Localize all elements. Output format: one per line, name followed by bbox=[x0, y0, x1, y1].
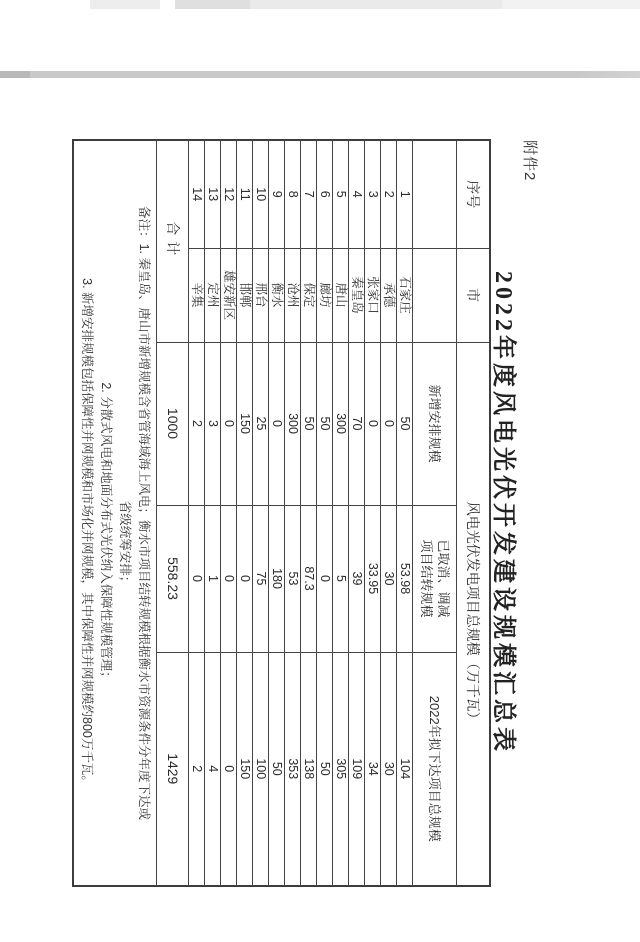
cell-cancelled: 180 bbox=[269, 505, 285, 652]
cell-index: 10 bbox=[253, 140, 269, 248]
cell-new-scale: 300 bbox=[285, 342, 301, 505]
total-new-scale: 1000 bbox=[157, 342, 189, 505]
cell-2022-total: 150 bbox=[237, 652, 253, 886]
cell-city: 邯郸 bbox=[237, 248, 253, 342]
cell-2022-total: 50 bbox=[269, 652, 285, 886]
rotated-document-sheet bbox=[55, 138, 545, 888]
note-line: 备注：1. 秦皇岛、唐山市新增规模含省管海域海上风电；衡水市项目结转规模根据衡水市资源条件分年度下达或 bbox=[137, 206, 152, 820]
header-2022-total: 2022年拟下达项目总规模 bbox=[413, 652, 457, 886]
cell-new-scale: 2 bbox=[189, 342, 205, 505]
note-line: 2. 分散式风电和地面分布式光伏纳入保障性规模管理； bbox=[99, 382, 114, 684]
cell-city: 定州 bbox=[205, 248, 221, 342]
header-cancelled-line2: 项目结转规模 bbox=[419, 539, 434, 618]
table-row bbox=[237, 140, 253, 886]
table-row bbox=[365, 140, 381, 886]
cell-index: 1 bbox=[397, 140, 413, 248]
total-cancelled: 558.23 bbox=[157, 505, 189, 652]
cell-cancelled: 33.95 bbox=[365, 505, 381, 652]
cell-2022-total: 50 bbox=[317, 652, 333, 886]
cell-city: 张家口 bbox=[365, 248, 381, 342]
cell-cancelled: 39 bbox=[349, 505, 365, 652]
cell-index: 13 bbox=[205, 140, 221, 248]
cell-cancelled: 0 bbox=[189, 505, 205, 652]
note-line: 3. 新增安排规模包括保障性并网规模和市场化并网规模，其中保障性并网规模约800万千瓦。 bbox=[80, 278, 95, 788]
cell-index: 14 bbox=[189, 140, 205, 248]
table-row bbox=[349, 140, 365, 886]
note-line: 省级统筹安排； bbox=[118, 500, 133, 589]
summary-table bbox=[72, 139, 491, 887]
cell-new-scale: 50 bbox=[317, 342, 333, 505]
cell-2022-total: 353 bbox=[285, 652, 301, 886]
cell-new-scale: 0 bbox=[269, 342, 285, 505]
cell-2022-total: 104 bbox=[397, 652, 413, 886]
cell-index: 4 bbox=[349, 140, 365, 248]
photo-top-edge-artifact bbox=[90, 0, 640, 9]
cell-cancelled: 75 bbox=[253, 505, 269, 652]
header-cancelled-carryover bbox=[413, 505, 457, 652]
notes-cell bbox=[73, 140, 157, 886]
cell-city: 廊坊 bbox=[317, 248, 333, 342]
cell-2022-total: 138 bbox=[301, 652, 317, 886]
cell-index: 6 bbox=[317, 140, 333, 248]
cell-city: 秦皇岛 bbox=[349, 248, 365, 342]
cell-city: 邢台 bbox=[253, 248, 269, 342]
cell-city: 辛集 bbox=[189, 248, 205, 342]
header-index: 序号 bbox=[457, 140, 490, 248]
table-row bbox=[301, 140, 317, 886]
cell-2022-total: 305 bbox=[333, 652, 349, 886]
attachment-label: 附件2 bbox=[521, 140, 538, 182]
table-row bbox=[189, 140, 205, 886]
table-row bbox=[253, 140, 269, 886]
cell-index: 5 bbox=[333, 140, 349, 248]
table-row bbox=[397, 140, 413, 886]
cell-new-scale: 0 bbox=[381, 342, 397, 505]
cell-cancelled: 5 bbox=[333, 505, 349, 652]
cell-new-scale: 50 bbox=[301, 342, 317, 505]
cell-new-scale: 70 bbox=[349, 342, 365, 505]
cell-2022-total: 4 bbox=[205, 652, 221, 886]
table-row bbox=[317, 140, 333, 886]
cell-index: 11 bbox=[237, 140, 253, 248]
cell-2022-total: 100 bbox=[253, 652, 269, 886]
cell-city: 雄安新区 bbox=[221, 248, 237, 342]
header-index-empty bbox=[413, 140, 457, 248]
cell-city: 石家庄 bbox=[397, 248, 413, 342]
table-row bbox=[381, 140, 397, 886]
cell-new-scale: 0 bbox=[365, 342, 381, 505]
total-label: 合计 bbox=[157, 140, 189, 342]
cell-index: 7 bbox=[301, 140, 317, 248]
cell-city: 唐山 bbox=[333, 248, 349, 342]
cell-2022-total: 30 bbox=[381, 652, 397, 886]
table-row bbox=[333, 140, 349, 886]
cell-index: 2 bbox=[381, 140, 397, 248]
table-header-row-1 bbox=[457, 140, 490, 886]
header-group: 风电光伏发电项目总规模（万千瓦） bbox=[457, 342, 490, 886]
total-2022: 1429 bbox=[157, 652, 189, 886]
cell-cancelled: 1 bbox=[205, 505, 221, 652]
cell-cancelled: 53.98 bbox=[397, 505, 413, 652]
cell-new-scale: 300 bbox=[333, 342, 349, 505]
cell-new-scale: 150 bbox=[237, 342, 253, 505]
table-notes-row bbox=[73, 140, 157, 886]
header-city-empty bbox=[413, 248, 457, 342]
cell-cancelled: 53 bbox=[285, 505, 301, 652]
cell-city: 保定 bbox=[301, 248, 317, 342]
photo-grey-bar-artifact bbox=[0, 71, 640, 78]
table-row bbox=[285, 140, 301, 886]
cell-index: 8 bbox=[285, 140, 301, 248]
cell-2022-total: 34 bbox=[365, 652, 381, 886]
table-header-row-2 bbox=[413, 140, 457, 886]
table-total-row bbox=[157, 140, 189, 886]
cell-cancelled: 87.3 bbox=[301, 505, 317, 652]
cell-cancelled: 0 bbox=[221, 505, 237, 652]
header-new-scale: 新增安排规模 bbox=[413, 342, 457, 505]
cell-2022-total: 2 bbox=[189, 652, 205, 886]
cell-city: 沧州 bbox=[285, 248, 301, 342]
cell-2022-total: 109 bbox=[349, 652, 365, 886]
cell-city: 衡水 bbox=[269, 248, 285, 342]
cell-cancelled: 0 bbox=[237, 505, 253, 652]
cell-new-scale: 25 bbox=[253, 342, 269, 505]
cell-index: 9 bbox=[269, 140, 285, 248]
cell-new-scale: 50 bbox=[397, 342, 413, 505]
table-row bbox=[269, 140, 285, 886]
cell-new-scale: 3 bbox=[205, 342, 221, 505]
cell-index: 12 bbox=[221, 140, 237, 248]
document-title: 2022年度风电光伏开发建设规模汇总表 bbox=[490, 271, 516, 755]
cell-new-scale: 0 bbox=[221, 342, 237, 505]
table-row bbox=[221, 140, 237, 886]
table-row bbox=[205, 140, 221, 886]
cell-index: 3 bbox=[365, 140, 381, 248]
cell-city: 承德 bbox=[381, 248, 397, 342]
cell-2022-total: 0 bbox=[221, 652, 237, 886]
header-city: 市 bbox=[457, 248, 490, 342]
cell-cancelled: 30 bbox=[381, 505, 397, 652]
cell-cancelled: 0 bbox=[317, 505, 333, 652]
header-cancelled-line1: 已取消、调减 bbox=[436, 539, 451, 618]
